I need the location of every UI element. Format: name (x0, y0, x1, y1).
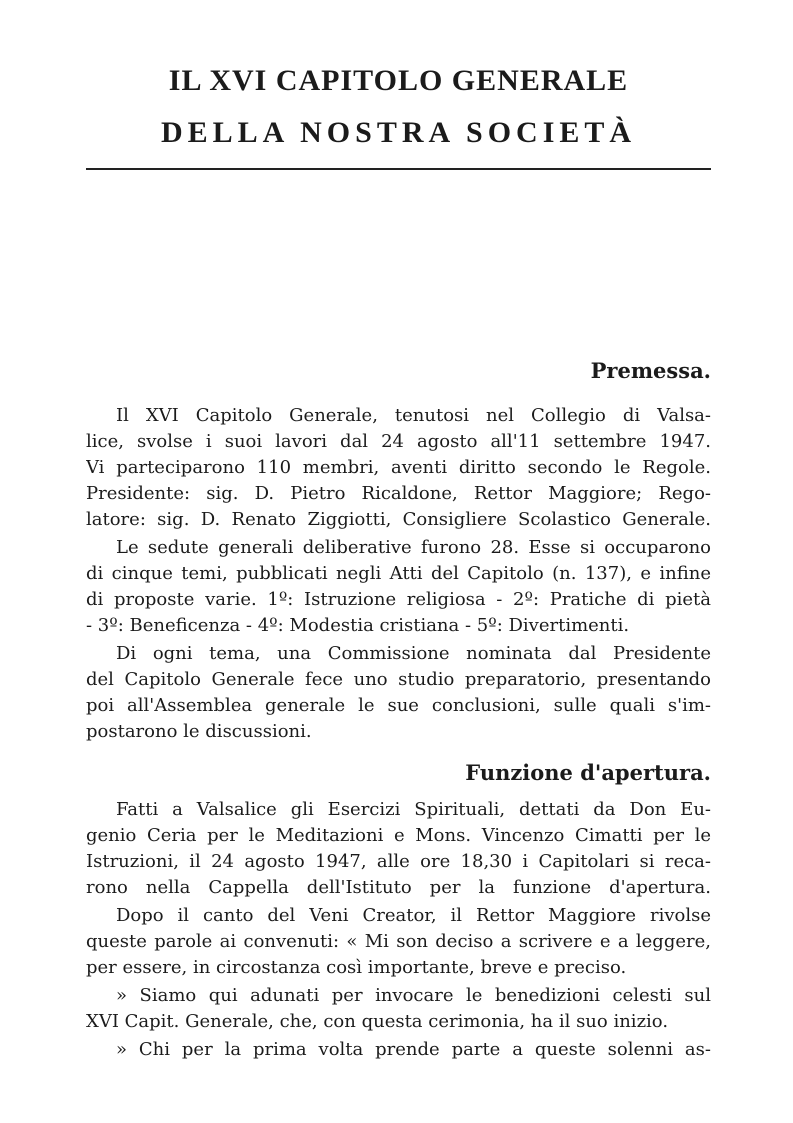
text-line: per essere, in circostanza così importante, breve e preciso. (86, 957, 627, 978)
text-line: Fatti a Valsalice gli Esercizi Spirituali, dettati da Don Eu- (116, 799, 711, 820)
text-line: XVI Capit. Generale, che, con questa cerimonia, ha il suo inizio. (86, 1011, 669, 1032)
text-line: poi all'Assemblea generale le sue conclusioni, sulle quali s'im- (86, 695, 711, 716)
text-line: Di ogni tema, una Commissione nominata dal Presidente (116, 643, 711, 664)
text-line: Presidente: sig. D. Pietro Ricaldone, Rettor Maggiore; Rego- (86, 483, 711, 504)
text-line: - 3º: Beneficenza - 4º: Modestia cristiana - 5º: Divertimenti. (86, 615, 630, 636)
section-heading-premessa: Premessa. (590, 358, 711, 383)
text-line: Dopo il canto del Veni Creator, il Rettor Maggiore rivolse (116, 905, 711, 926)
text-line: Le sedute generali deliberative furono 28. Esse si occuparono (116, 537, 711, 558)
text-line: Vi parteciparono 110 membri, aventi diritto secondo le Regole. (86, 457, 711, 478)
text-line: Il XVI Capitolo Generale, tenutosi nel Collegio di Valsa- (116, 405, 711, 426)
text-line: del Capitolo Generale fece uno studio preparatorio, presentando (86, 669, 711, 690)
text-line: queste parole ai convenuti: « Mi son deciso a scrivere e a leggere, (86, 931, 711, 952)
text-line: Istruzioni, il 24 agosto 1947, alle ore 18,30 i Capitolari si reca- (86, 851, 711, 872)
text-line: genio Ceria per le Meditazioni e Mons. Vincenzo Cimatti per le (86, 825, 711, 846)
text-line: di cinque temi, pubblicati negli Atti del Capitolo (n. 137), e infine (86, 563, 711, 584)
section-heading-funzione-apertura: Funzione d'apertura. (465, 760, 711, 785)
text-line: » Chi per la prima volta prende parte a queste solenni as- (116, 1039, 711, 1060)
document-title-line-1: IL XVI CAPITOLO GENERALE (168, 64, 629, 97)
text-line: » Siamo qui adunati per invocare le benedizioni celesti sul (116, 985, 711, 1006)
text-line: lice, svolse i suoi lavori dal 24 agosto all'11 settembre 1947. (86, 431, 711, 452)
text-line: latore: sig. D. Renato Ziggiotti, Consigliere Scolastico Generale. (86, 509, 711, 530)
text-line: postarono le discussioni. (86, 721, 312, 742)
text-line: rono nella Cappella dell'Istituto per la funzione d'apertura. (86, 877, 711, 898)
document-title-line-2: DELLA NOSTRA SOCIETÀ (160, 116, 637, 149)
text-line: di proposte varie. 1º: Istruzione religiosa - 2º: Pratiche di pietà (86, 589, 711, 610)
title-divider (86, 168, 711, 170)
